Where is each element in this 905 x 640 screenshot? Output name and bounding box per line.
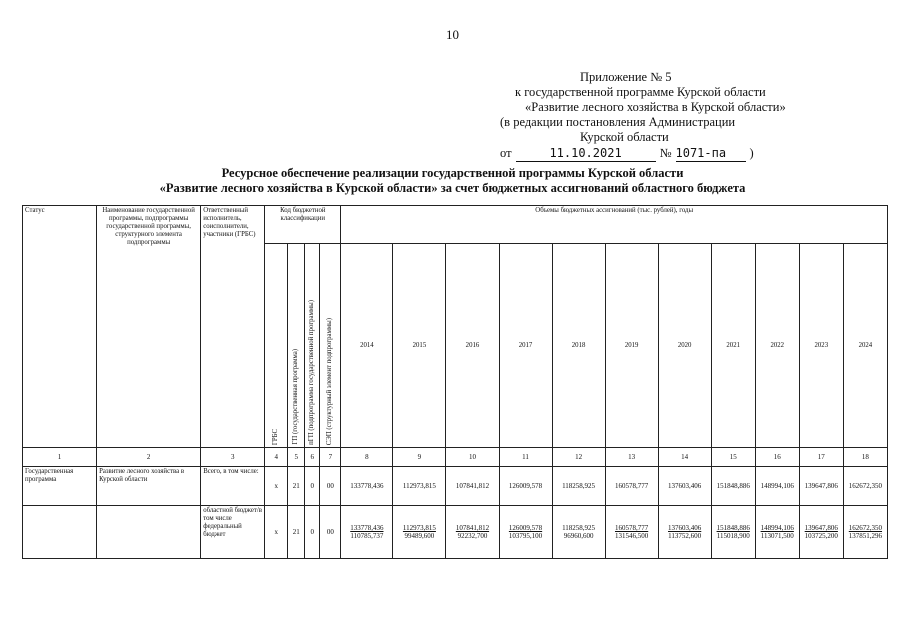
column-number: 12 (552, 448, 605, 467)
document-title (0, 166, 905, 196)
row-responsible: Всего, в том числе: (201, 467, 265, 506)
appendix-line-1: Приложение № 5 (580, 70, 672, 84)
row-value-pair: 148994,106 113071,500 (755, 506, 799, 559)
from-label: от (500, 146, 512, 160)
header-year: 2023 (799, 244, 843, 448)
header-code: Код бюджетной классификации (265, 206, 341, 244)
column-number: 6 (305, 448, 320, 467)
column-number: 7 (320, 448, 341, 467)
page-number: 10 (446, 27, 459, 42)
appendix-line-2: к государственной программе Курской области (515, 85, 766, 99)
header-year: 2022 (755, 244, 799, 448)
row-value: 107841,812 (446, 467, 499, 506)
header-year: 2017 (499, 244, 552, 448)
column-number: 9 (393, 448, 446, 467)
row-value: 162672,350 (843, 467, 887, 506)
decree-date: 11.10.2021 (516, 146, 656, 162)
row-status: Государственная программа (23, 467, 97, 506)
appendix-date-line (500, 146, 820, 162)
header-year: 2018 (552, 244, 605, 448)
column-number-row (23, 448, 888, 467)
row-value: 139647,806 (799, 467, 843, 506)
header-year: 2015 (393, 244, 446, 448)
column-number: 1 (23, 448, 97, 467)
column-number: 15 (711, 448, 755, 467)
header-name: Наименование государственной программы, подпрограммы государственной программы, структурного элемента подпрограммы (97, 206, 201, 448)
row-value-pair: 126009,578 103795,100 (499, 506, 552, 559)
header-grbs: ГРБС (265, 244, 288, 448)
row-value: 126009,578 (499, 467, 552, 506)
column-number: 17 (799, 448, 843, 467)
row-pgp: 0 (305, 467, 320, 506)
header-year: 2020 (658, 244, 711, 448)
row-value: 118258,925 (552, 467, 605, 506)
column-number: 11 (499, 448, 552, 467)
title-line-2: «Развитие лесного хозяйства в Курской области» за счет бюджетных ассигнований областного бюджета (159, 181, 746, 195)
header-year: 2024 (843, 244, 887, 448)
row-sep: 00 (320, 506, 341, 559)
row-value-pair: 112973,815 99489,600 (393, 506, 446, 559)
column-number: 10 (446, 448, 499, 467)
header-responsible: Ответственный исполнитель, соисполнители, участники (ГРБС) (201, 206, 265, 448)
budget-table-wrap (22, 205, 888, 559)
decree-number: 1071-па (676, 146, 746, 162)
appendix-line-4: (в редакции постановления Администрации (500, 115, 736, 129)
row-value-pair: 151848,886 115018,900 (711, 506, 755, 559)
column-number: 3 (201, 448, 265, 467)
header-year: 2021 (711, 244, 755, 448)
row-grbs: х (265, 506, 288, 559)
column-number: 5 (288, 448, 305, 467)
row-value-pair: 162672,350 137851,296 (843, 506, 887, 559)
row-name (97, 506, 201, 559)
row-value: 133778,436 (341, 467, 393, 506)
table-row (23, 506, 888, 559)
title-line-1: Ресурсное обеспечение реализации государственной программы Курской области (221, 166, 684, 180)
header-status: Статус (23, 206, 97, 448)
header-pgp: пГП (подпрограмма государственной программы) (305, 244, 320, 448)
appendix-line-5: Курской области (580, 130, 669, 144)
row-value-pair: 137603,406 113752,600 (658, 506, 711, 559)
column-number: 2 (97, 448, 201, 467)
row-name: Развитие лесного хозяйства в Курской области (97, 467, 201, 506)
row-gp: 21 (288, 467, 305, 506)
column-number: 13 (605, 448, 658, 467)
appendix-header (500, 70, 820, 162)
row-value: 148994,106 (755, 467, 799, 506)
column-number: 14 (658, 448, 711, 467)
row-grbs: х (265, 467, 288, 506)
header-gp: ГП (государственная программа) (288, 244, 305, 448)
close-paren: ) (749, 146, 754, 160)
row-value-pair: 139647,806 103725,200 (799, 506, 843, 559)
row-value-pair: 133778,436 110785,737 (341, 506, 393, 559)
row-value: 151848,886 (711, 467, 755, 506)
appendix-line-3: «Развитие лесного хозяйства в Курской области» (525, 100, 786, 114)
row-value-pair: 160578,777 131546,500 (605, 506, 658, 559)
header-volumes: Объемы бюджетных ассигнований (тыс. рублей), годы (341, 206, 888, 244)
header-year: 2014 (341, 244, 393, 448)
row-gp: 21 (288, 506, 305, 559)
row-value: 160578,777 (605, 467, 658, 506)
row-status (23, 506, 97, 559)
row-sep: 00 (320, 467, 341, 506)
row-value-pair: 118258,925 96960,600 (552, 506, 605, 559)
column-number: 18 (843, 448, 887, 467)
budget-table (22, 205, 888, 559)
row-value: 137603,406 (658, 467, 711, 506)
header-sep: СЭП (структурный элемент подпрограммы) (320, 244, 341, 448)
table-row (23, 467, 888, 506)
row-value-pair: 107841,812 92232,700 (446, 506, 499, 559)
column-number: 8 (341, 448, 393, 467)
header-year: 2016 (446, 244, 499, 448)
number-label: № (659, 146, 672, 160)
column-number: 16 (755, 448, 799, 467)
column-number: 4 (265, 448, 288, 467)
row-responsible: областной бюджет/в том числе федеральный бюджет (201, 506, 265, 559)
row-pgp: 0 (305, 506, 320, 559)
row-value: 112973,815 (393, 467, 446, 506)
header-year: 2019 (605, 244, 658, 448)
